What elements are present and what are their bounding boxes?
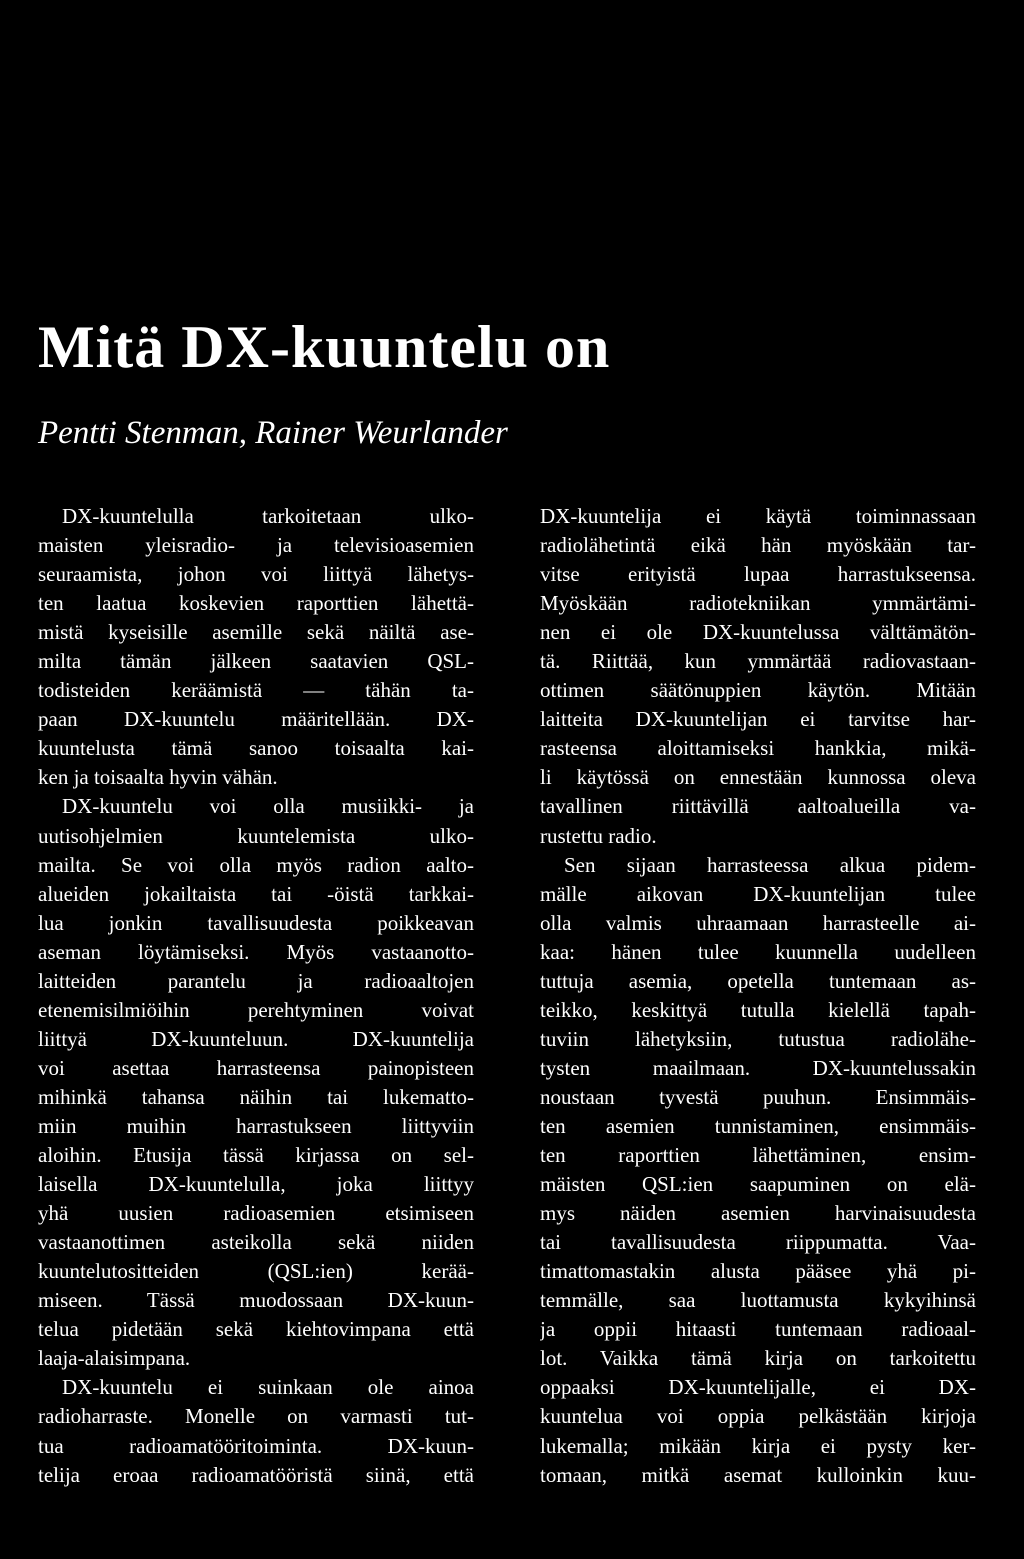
text-line: tysten maailmaan. DX-kuuntelussakin (540, 1055, 976, 1080)
text-line: Sen sijaan harrasteessa alkua pidem- (564, 852, 976, 877)
text-line: vastaanottimen asteikolla sekä niiden (38, 1230, 474, 1255)
text-line: tai tavallisuudesta riippumatta. Vaa- (540, 1230, 976, 1255)
text-line: mailta. Se voi olla myös radion aalto- (38, 852, 474, 877)
text-line: lot. Vaikka tämä kirja on tarkoitettu (540, 1346, 976, 1371)
text-line: Myöskään radiotekniikan ymmärtämi- (540, 591, 976, 616)
text-line: DX-kuuntelu voi olla musiikki- ja (62, 794, 474, 819)
text-line: tuviin lähetyksiin, tutustua radiolähe- (540, 1026, 976, 1051)
text-line: tomaan, mitkä asemat kulloinkin kuu- (540, 1462, 976, 1487)
text-line: DX-kuuntelu ei suinkaan ole ainoa (62, 1375, 474, 1400)
text-line: teikko, keskittyä tutulla kielellä tapah- (540, 997, 976, 1022)
text-line: ken ja toisaalta hyvin vähän. (38, 765, 278, 790)
text-line: liittyä DX-kuunteluun. DX-kuuntelija (38, 1026, 474, 1051)
text-line: radioharraste. Monelle on varmasti tut- (38, 1404, 474, 1429)
text-column-left (38, 502, 474, 1490)
text-line: todisteiden keräämistä — tähän ta- (38, 678, 474, 703)
text-line: laitteita DX-kuuntelijan ei tarvitse har- (540, 707, 976, 732)
text-line: olla valmis uhraamaan harrasteelle ai- (540, 910, 976, 935)
text-line: miin muihin harrastukseen liittyviin (38, 1113, 474, 1138)
text-line: mäisten QSL:ien saapuminen on elä- (540, 1172, 976, 1197)
text-line: tavallinen riittävillä aaltoalueilla va- (540, 794, 976, 819)
text-line: aseman löytämiseksi. Myös vastaanotto- (38, 939, 474, 964)
text-line: mistä kyseisille asemille sekä näiltä ase- (38, 620, 474, 645)
text-line: mys näiden asemien harvinaisuudesta (540, 1201, 976, 1226)
text-line: lua jonkin tavallisuudesta poikkeavan (38, 910, 474, 935)
text-line: kuuntelua voi oppia pelkästään kirjoja (540, 1404, 976, 1429)
text-line: uutisohjelmien kuuntelemista ulko- (38, 823, 474, 848)
text-line: ten raporttien lähettäminen, ensim- (540, 1143, 976, 1168)
text-column-right (540, 502, 976, 1490)
text-line: ten laatua koskevien raporttien lähettä- (38, 591, 474, 616)
text-line: telua pidetään sekä kiehtovimpana että (38, 1317, 474, 1342)
text-line: etenemisilmiöihin perehtyminen voivat (38, 997, 474, 1022)
text-line: laaja-alaisimpana. (38, 1346, 191, 1371)
article-authors: Pentti Stenman, Rainer Weurlander (38, 415, 508, 451)
text-line: mihinkä tahansa näihin tai lukematto- (38, 1084, 474, 1109)
text-line: ja oppii hitaasti tuntemaan radioaal- (540, 1317, 976, 1342)
text-line: aloihin. Etusija tässä kirjassa on sel- (38, 1143, 474, 1168)
text-line: nen ei ole DX-kuuntelussa välttämätön- (540, 620, 976, 645)
text-line: seuraamista, johon voi liittyä lähetys- (38, 562, 474, 587)
text-line: lukemalla; mikään kirja ei pysty ker- (540, 1433, 976, 1458)
text-line: mälle aikovan DX-kuuntelijan tulee (540, 881, 976, 906)
text-line: noustaan tyvestä puuhun. Ensimmäis- (540, 1084, 976, 1109)
text-line: rustettu radio. (540, 823, 657, 848)
text-line: kuuntelusta tämä sanoo toisaalta kai- (38, 736, 474, 761)
text-line: DX-kuuntelulla tarkoitetaan ulko- (62, 504, 474, 528)
text-line: ten asemien tunnistaminen, ensimmäis- (540, 1113, 976, 1138)
text-line: rasteensa aloittamiseksi hankkia, mikä- (540, 736, 976, 761)
text-line: DX-kuuntelija ei käytä toiminnassaan (540, 504, 976, 528)
text-line: paan DX-kuuntelu määritellään. DX- (38, 707, 474, 732)
text-line: maisten yleisradio- ja televisioasemien (38, 533, 474, 558)
text-line: tua radioamatööritoiminta. DX-kuun- (38, 1433, 474, 1458)
text-line: radiolähetintä eikä hän myöskään tar- (540, 533, 976, 558)
text-line: milta tämän jälkeen saatavien QSL- (38, 649, 474, 674)
text-line: kaa: hänen tulee kuunnella uudelleen (540, 939, 976, 964)
text-line: laisella DX-kuuntelulla, joka liittyy (38, 1172, 474, 1197)
text-line: timattomastakin alusta pääsee yhä pi- (540, 1259, 976, 1284)
text-line: tuttuja asemia, opetella tuntemaan as- (540, 968, 976, 993)
text-line: laitteiden parantelu ja radioaaltojen (38, 968, 474, 993)
text-line: miseen. Tässä muodossaan DX-kuun- (38, 1288, 474, 1313)
text-line: oppaaksi DX-kuuntelijalle, ei DX- (540, 1375, 976, 1400)
text-line: kuuntelutositteiden (QSL:ien) kerää- (38, 1259, 474, 1284)
text-line: ottimen säätönuppien käytön. Mitään (540, 678, 976, 703)
text-line: li käytössä on ennestään kunnossa oleva (540, 765, 976, 790)
text-line: tä. Riittää, kun ymmärtää radiovastaan- (540, 649, 976, 674)
text-line: vitse erityistä lupaa harrastukseensa. (540, 562, 976, 587)
text-line: alueiden jokailtaista tai -öistä tarkkai- (38, 881, 474, 906)
article-title: Mitä DX-kuuntelu on (38, 314, 611, 380)
text-line: voi asettaa harrasteensa painopisteen (38, 1055, 474, 1080)
text-line: telija eroaa radioamatööristä siinä, että (38, 1462, 474, 1487)
text-line: temmälle, saa luottamusta kykyihinsä (540, 1288, 976, 1313)
text-line: yhä uusien radioasemien etsimiseen (38, 1201, 474, 1226)
